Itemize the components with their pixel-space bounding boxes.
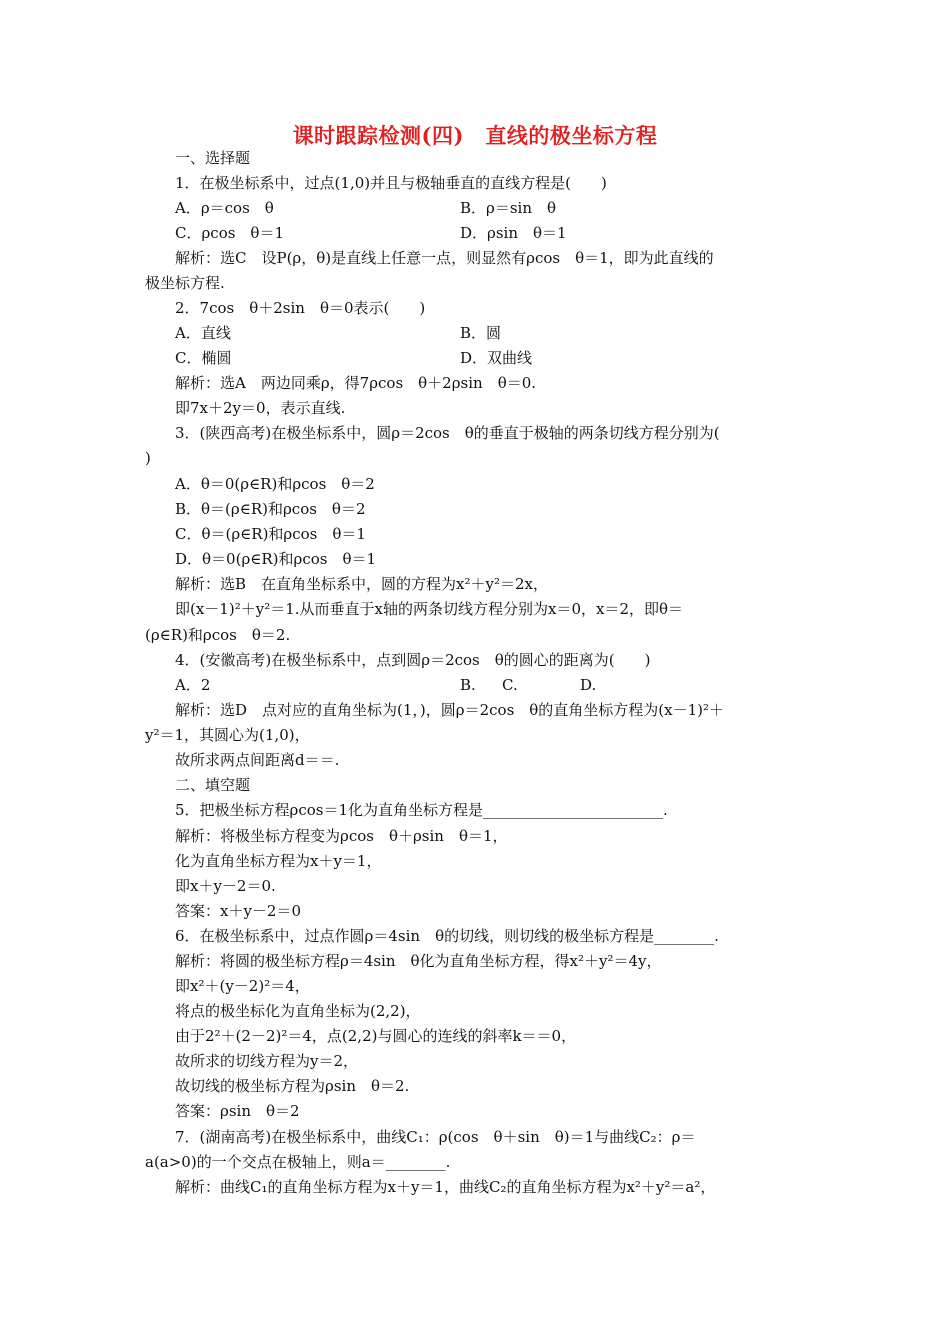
answer-5-line-3: 即x＋y－2＝0. [175, 877, 276, 895]
answer-3-line-2: 即(x－1)²＋y²＝1.从而垂直于x轴的两条切线方程分别为x＝0，x＝2，即θ＝ [175, 600, 684, 618]
q4-option-d: D. [580, 676, 597, 694]
q4-option-b: B. [460, 676, 476, 694]
answer-6-line-3: 将点的极坐标化为直角坐标为(2,2)， [175, 1002, 421, 1020]
answer-3-line-3: (ρ∈R)和ρcos θ＝2. [145, 626, 291, 644]
q3-option-c: C．θ＝(ρ∈R)和ρcos θ＝1 [175, 525, 366, 543]
answer-2-line-1: 解析：选A 两边同乘ρ，得7ρcos θ＋2ρsin θ＝0. [175, 374, 537, 392]
question-6: 6．在极坐标系中，过点作圆ρ＝4sin θ的切线，则切线的极坐标方程是________. [175, 927, 719, 945]
section-heading-fill: 二、填空题 [175, 776, 251, 794]
answer-6-line-1: 解析：将圆的极坐标方程ρ＝4sin θ化为直角坐标方程，得x²＋y²＝4y， [175, 952, 662, 970]
question-3-line-1: 3．(陕西高考)在极坐标系中，圆ρ＝2cos θ的垂直于极轴的两条切线方程分别为( [175, 424, 720, 442]
answer-6-line-4: 由于2²＋(2－2)²＝4，点(2,2)与圆心的连线的斜率k＝＝0， [175, 1027, 577, 1045]
question-7-line-2: a(a>0)的一个交点在极轴上，则a＝________. [145, 1153, 451, 1171]
answer-4-line-2: y²＝1，其圆心为(1,0)， [145, 726, 310, 744]
answer-7-line-1: 解析：曲线C₁的直角坐标方程为x＋y＝1，曲线C₂的直角坐标方程为x²＋y²＝a²， [175, 1178, 716, 1196]
question-1: 1．在极坐标系中，过点(1,0)并且与极轴垂直的直线方程是( ) [175, 174, 607, 192]
q2-option-b: B．圆 [460, 324, 502, 342]
answer-4-line-3: 故所求两点间距离d＝＝. [175, 751, 340, 769]
answer-6-line-6: 故切线的极坐标方程为ρsin θ＝2. [175, 1077, 410, 1095]
q1-option-d: D．ρsin θ＝1 [460, 224, 567, 242]
answer-1-line-2: 极坐标方程. [145, 274, 225, 292]
q4-option-a: A．2 [175, 676, 211, 694]
question-2: 2．7cos θ＋2sin θ＝0表示( ) [175, 299, 426, 317]
answer-2-line-2: 即7x＋2y＝0，表示直线. [175, 399, 346, 417]
answer-5-final: 答案：x＋y－2＝0 [175, 902, 302, 920]
q2-option-a: A．直线 [175, 324, 231, 342]
q1-option-c: C．ρcos θ＝1 [175, 224, 284, 242]
answer-4-line-1: 解析：选D 点对应的直角坐标为(1，)，圆ρ＝2cos θ的直角坐标方程为(x－1)²＋ [175, 701, 725, 719]
q1-option-b: B．ρ＝sin θ [460, 199, 557, 217]
q3-option-a: A．θ＝0(ρ∈R)和ρcos θ＝2 [175, 475, 375, 493]
q1-option-a: A．ρ＝cos θ [175, 199, 274, 217]
q3-option-d: D．θ＝0(ρ∈R)和ρcos θ＝1 [175, 550, 377, 568]
question-3-line-2: ) [145, 449, 151, 467]
q2-option-c: C．椭圆 [175, 349, 232, 367]
question-7-line-1: 7．(湖南高考)在极坐标系中，曲线C₁：ρ(cos θ＋sin θ)＝1与曲线C₂：ρ＝ [175, 1128, 696, 1146]
page-title: 课时跟踪检测(四) 直线的极坐标方程 [292, 123, 658, 148]
q4-option-c: C. [502, 676, 518, 694]
q3-option-b: B．θ＝(ρ∈R)和ρcos θ＝2 [175, 500, 366, 518]
section-heading-choice: 一、选择题 [175, 149, 251, 167]
answer-5-line-1: 解析：将极坐标方程变为ρcos θ＋ρsin θ＝1， [175, 827, 508, 845]
answer-6-line-5: 故所求的切线方程为y＝2， [175, 1052, 359, 1070]
answer-3-line-1: 解析：选B 在直角坐标系中，圆的方程为x²＋y²＝2x， [175, 575, 548, 593]
question-4: 4．(安徽高考)在极坐标系中，点到圆ρ＝2cos θ的圆心的距离为( ) [175, 651, 651, 669]
question-5: 5．把极坐标方程ρcos＝1化为直角坐标方程是________________________. [175, 801, 668, 819]
answer-1-line-1: 解析：选C 设P(ρ，θ)是直线上任意一点，则显然有ρcos θ＝1，即为此直线的 [175, 249, 714, 267]
answer-5-line-2: 化为直角坐标方程为x＋y＝1， [175, 852, 382, 870]
q2-option-d: D．双曲线 [460, 349, 533, 367]
answer-6-line-2: 即x²＋(y－2)²＝4， [175, 977, 310, 995]
answer-6-final: 答案：ρsin θ＝2 [175, 1102, 300, 1120]
